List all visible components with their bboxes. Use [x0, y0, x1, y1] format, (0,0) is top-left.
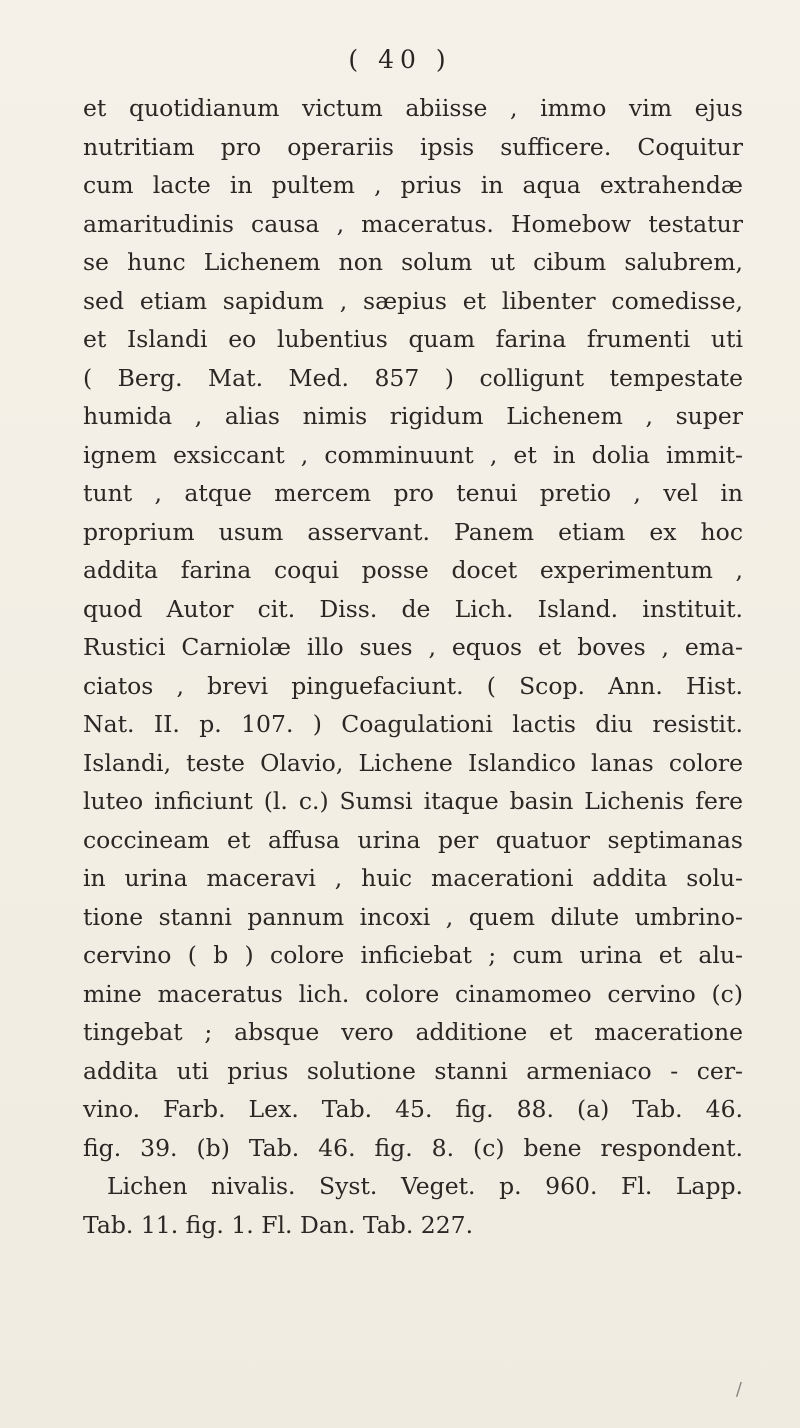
text-line: cervino ( b ) colore inficiebat ; cum urina et alu- [83, 941, 743, 969]
text-line: Lichen nivalis. Syst. Veget. p. 960. Fl. Lapp. [107, 1172, 743, 1200]
page-number: ( 40 ) [348, 45, 452, 74]
text-line: amaritudinis causa , maceratus. Homebow testatur [83, 209, 743, 238]
text-line: Islandi, teste Olavio, Lichene Islandico lanas colore [83, 748, 743, 777]
text-line: Nat. II. p. 107. ) Coagulationi lactis diu resistit. [83, 710, 743, 738]
text-line: Rustici Carniolæ illo sues , equos et boves , ema- [83, 633, 743, 661]
text-line: addita farina coqui posse docet experimentum , [83, 556, 743, 584]
text-line: cum lacte in pultem , prius in aqua extrahendæ [83, 171, 743, 199]
text-line: vino. Farb. Lex. Tab. 45. fig. 88. (a) Tab. 46. [83, 1095, 743, 1123]
text-line: ( Berg. Mat. Med. 857 ) colligunt tempestate [83, 363, 743, 392]
text-line: Tab. 11. fig. 1. Fl. Dan. Tab. 227. [83, 1210, 474, 1239]
text-line: proprium usum asservant. Panem etiam ex hoc [83, 517, 743, 546]
text-line: coccineam et affusa urina per quatuor septimanas [83, 825, 743, 854]
text-line: humida , alias nimis rigidum Lichenem , super [83, 402, 743, 430]
text-line: et quotidianum victum abiisse , immo vim ejus [83, 94, 743, 122]
text-line: sed etiam sapidum , sæpius et libenter comedisse, [83, 286, 743, 315]
text-line: et Islandi eo lubentius quam farina frumenti uti [83, 325, 743, 353]
text-line: ignem exsiccant , comminuunt , et in dolia immit- [83, 440, 743, 469]
text-line: addita uti prius solutione stanni armeniaco - cer- [83, 1056, 743, 1085]
margin-mark: / [735, 1379, 742, 1400]
text-line: mine maceratus lich. colore cinamomeo cervino (c) [83, 979, 743, 1008]
text-line: in urina maceravi , huic macerationi addita solu- [83, 864, 743, 892]
text-line: tione stanni pannum incoxi , quem dilute umbrino- [83, 902, 743, 931]
text-line: fig. 39. (b) Tab. 46. fig. 8. (c) bene respondent. [83, 1133, 743, 1162]
text-line: se hunc Lichenem non solum ut cibum salubrem, [83, 248, 743, 276]
text-line: quod Autor cit. Diss. de Lich. Island. instituit. [83, 594, 743, 623]
text-line: nutritiam pro operariis ipsis sufficere. Coquitur [83, 132, 743, 161]
text-line: tunt , atque mercem pro tenui pretio , vel in [83, 479, 743, 507]
text-line: ciatos , brevi pinguefaciunt. ( Scop. Ann. Hist. [83, 671, 743, 700]
text-line: luteo inficiunt (l. c.) Sumsi itaque basin Lichenis fere [83, 787, 743, 815]
text-line: tingebat ; absque vero additione et maceratione [83, 1018, 743, 1046]
body-text [83, 89, 743, 1244]
